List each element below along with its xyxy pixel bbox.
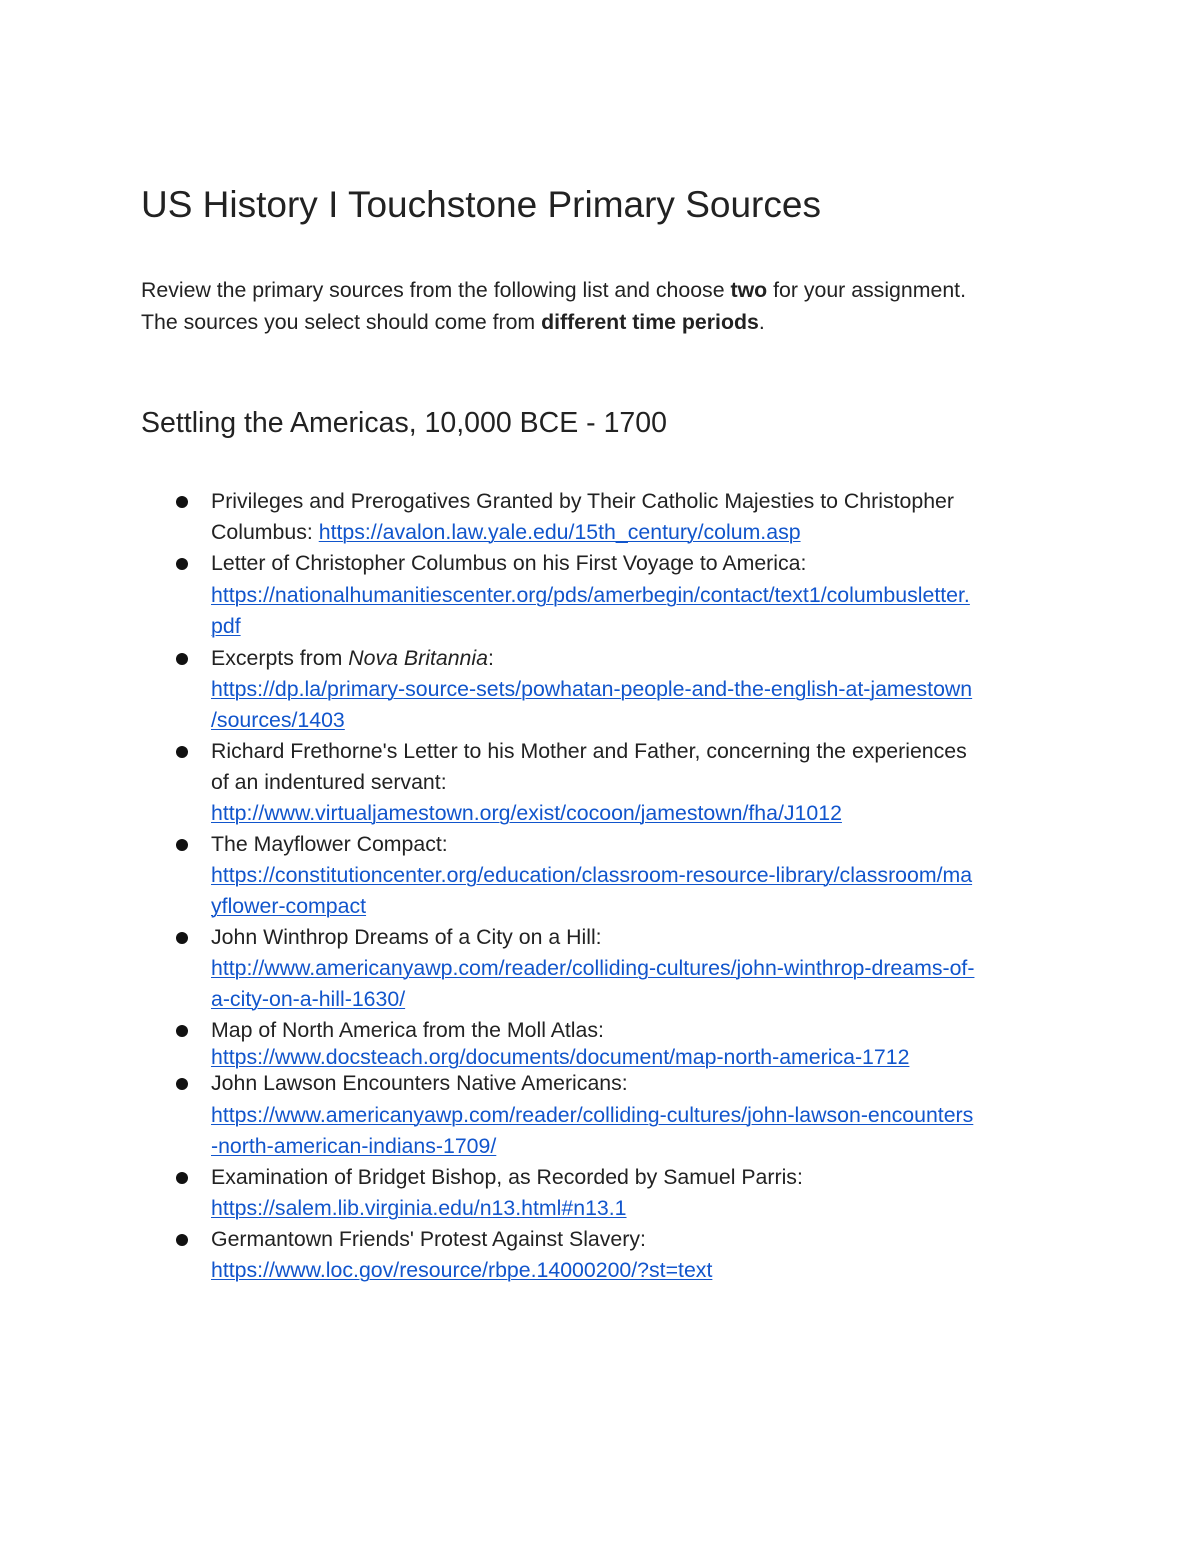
item-title: Letter of Christopher Columbus on his First Voyage to America: [211, 551, 807, 575]
source-link[interactable]: https://dp.la/primary-source-sets/powhatan-people-and-the-english-at-jamestown [211, 677, 973, 701]
item-link-line [211, 1100, 1081, 1131]
item-title: The Mayflower Compact: [211, 832, 448, 856]
source-link-continued[interactable]: yflower-compact [211, 894, 367, 918]
intro-text: . [758, 309, 765, 334]
bullet-icon [176, 932, 188, 944]
bullet-icon [176, 653, 188, 665]
item-title: Richard Frethorne's Letter to his Mother and Father, concerning the experiences [211, 739, 967, 763]
source-link[interactable]: https://constitutioncenter.org/education/classroom-resource-library/classroom/ma [211, 863, 973, 887]
item-link-line [211, 705, 1081, 736]
item-link-line [211, 580, 1081, 611]
bullet-icon [176, 1025, 188, 1037]
source-link-continued[interactable]: pdf [211, 614, 241, 638]
bullet-icon [176, 1172, 188, 1184]
item-link-line [211, 860, 1081, 891]
item-title: Examination of Bridget Bishop, as Recorded by Samuel Parris: [211, 1165, 803, 1189]
item-title: Privileges and Prerogatives Granted by Their Catholic Majesties to Christopher [211, 489, 954, 513]
item-title [211, 643, 1081, 674]
bullet-icon [176, 1234, 188, 1246]
item-text-line [211, 517, 1081, 548]
item-link-line [211, 984, 1081, 1015]
bullet-icon [176, 1078, 188, 1090]
intro-text: The sources you select should come from [141, 309, 542, 334]
source-link[interactable]: https://www.americanyawp.com/reader/colliding-cultures/john-lawson-encounters [211, 1103, 974, 1127]
item-title-text: : [487, 646, 494, 670]
intro-emphasis: two [730, 278, 768, 302]
item-title-text: Excerpts from [211, 646, 349, 670]
source-link-continued[interactable]: a-city-on-a-hill-1630/ [211, 987, 406, 1011]
item-link-line [211, 1255, 1081, 1286]
bullet-icon [176, 496, 188, 508]
item-title-italic: Nova Britannia [348, 646, 488, 670]
source-link[interactable]: https://salem.lib.virginia.edu/n13.html#n13.1 [211, 1196, 627, 1220]
document-title: US History I Touchstone Primary Sources [141, 184, 821, 225]
item-link-line [211, 1193, 1081, 1224]
source-link[interactable]: http://www.americanyawp.com/reader/colliding-cultures/john-winthrop-dreams-of- [211, 956, 975, 980]
item-link-line [211, 611, 1081, 642]
bullet-icon [176, 839, 188, 851]
item-link-line [211, 953, 1081, 984]
source-link[interactable]: https://avalon.law.yale.edu/15th_century/colum.asp [318, 520, 801, 544]
section-heading: Settling the Americas, 10,000 BCE - 1700 [141, 407, 667, 439]
item-link-line [211, 674, 1081, 705]
item-title: Germantown Friends' Protest Against Slavery: [211, 1227, 646, 1251]
item-title: John Lawson Encounters Native Americans: [211, 1071, 628, 1095]
item-title-continued: Columbus: [211, 520, 319, 544]
item-title: John Winthrop Dreams of a City on a Hill: [211, 925, 602, 949]
item-link-line [211, 798, 1081, 829]
intro-text: Review the primary sources from the following list and choose [141, 278, 731, 302]
source-link[interactable]: https://www.docsteach.org/documents/document/map-north-america-1712 [211, 1045, 910, 1069]
intro-paragraph [141, 275, 1071, 338]
source-link[interactable]: https://nationalhumanitiescenter.org/pds/amerbegin/contact/text1/columbusletter. [211, 583, 970, 607]
item-link-line [211, 891, 1081, 922]
source-link[interactable]: http://www.virtualjamestown.org/exist/cocoon/jamestown/fha/J1012 [211, 801, 842, 825]
item-title-continued: of an indentured servant: [211, 770, 447, 794]
intro-emphasis: different time periods [541, 309, 759, 334]
bullet-icon [176, 558, 188, 570]
source-link[interactable]: https://www.loc.gov/resource/rbpe.14000200/?st=text [211, 1258, 713, 1282]
intro-text: for your assignment. [767, 278, 967, 302]
item-link-line [211, 1131, 1081, 1162]
source-link-continued[interactable]: -north-american-indians-1709/ [211, 1134, 497, 1158]
item-title: Map of North America from the Moll Atlas: [211, 1018, 604, 1042]
source-link-continued[interactable]: /sources/1403 [211, 708, 345, 732]
bullet-icon [176, 746, 188, 758]
